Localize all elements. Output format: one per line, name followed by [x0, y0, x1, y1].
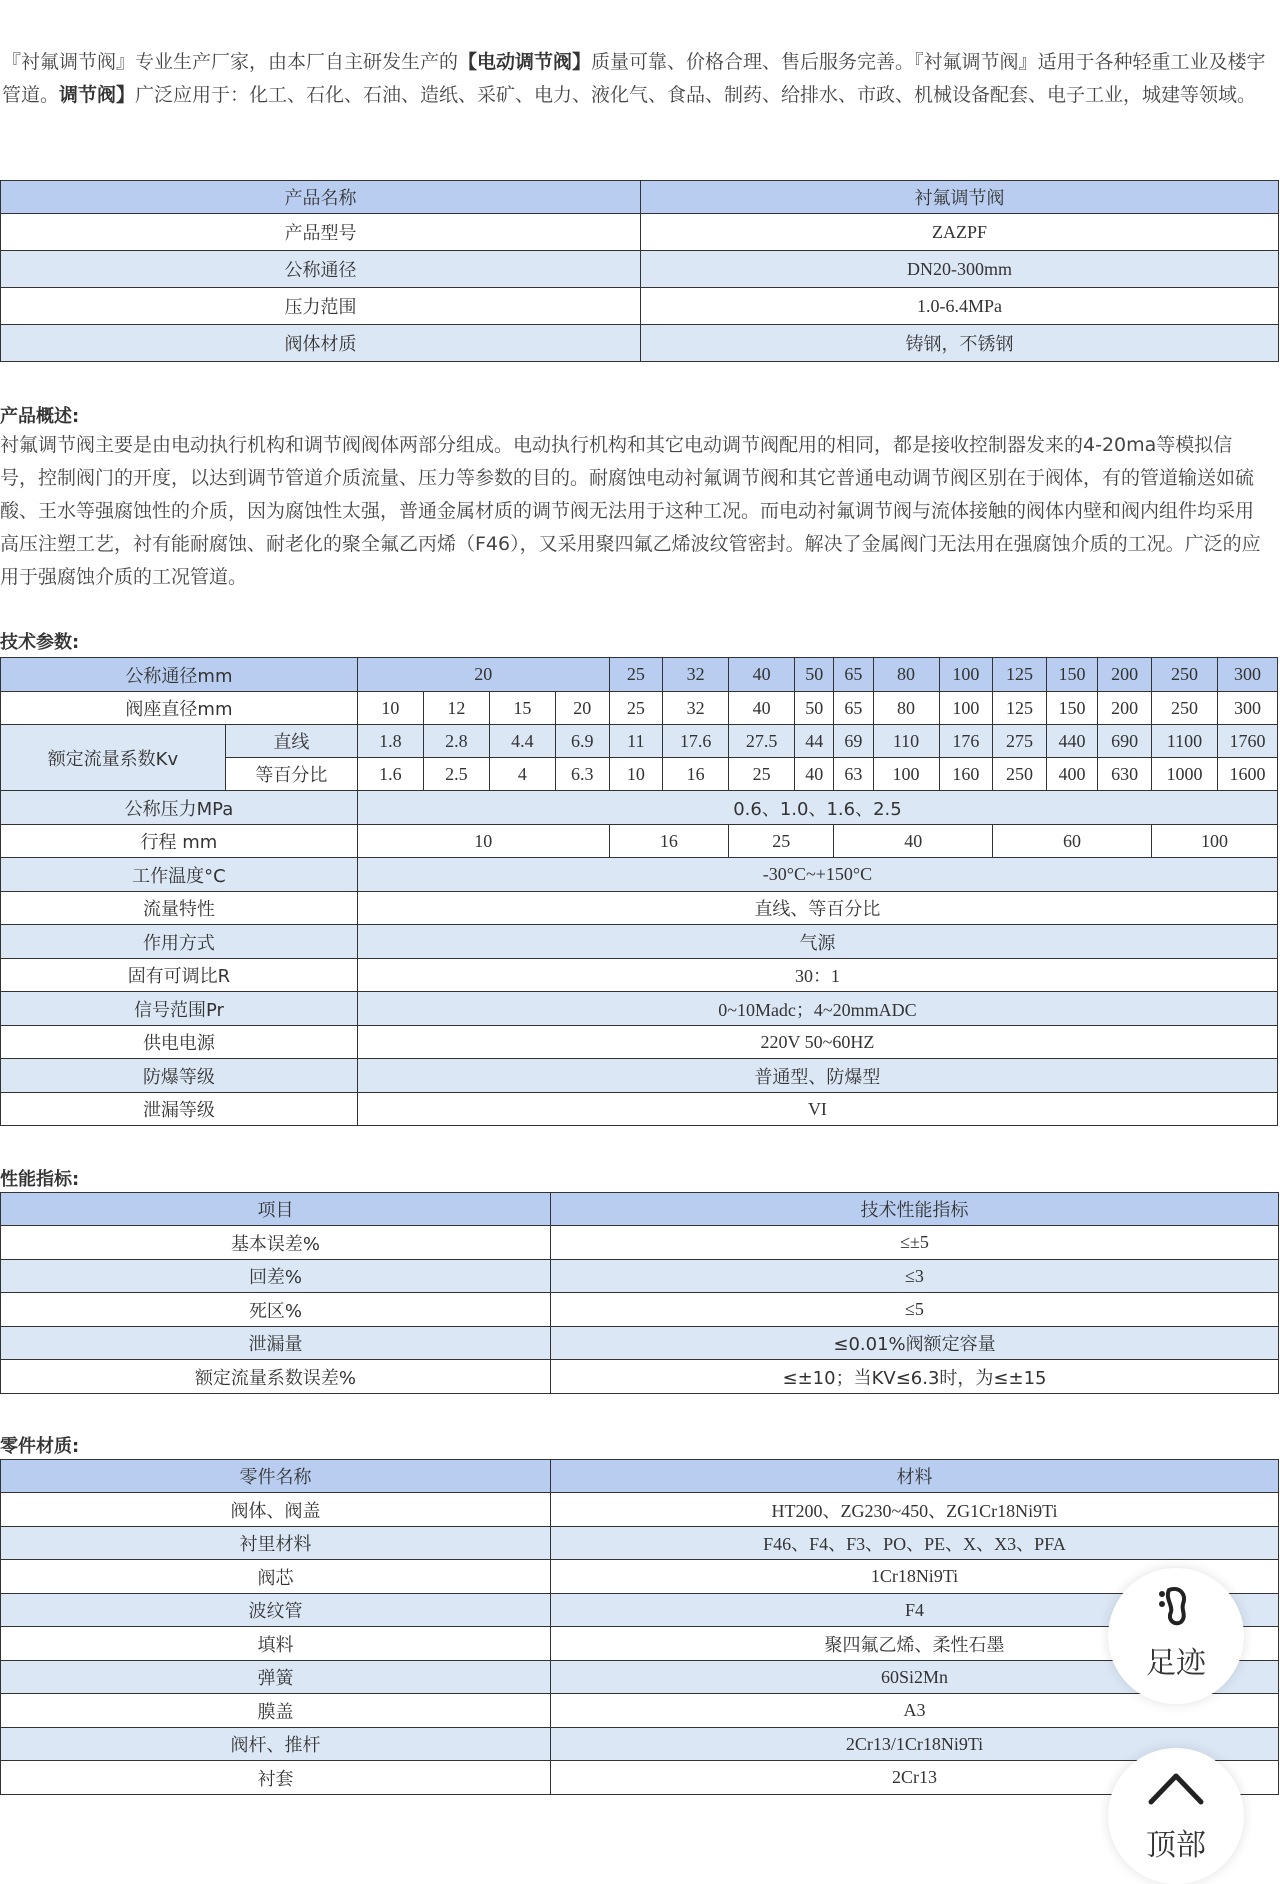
back-to-top-button[interactable] — [1108, 1748, 1244, 1884]
dn-cell: 150 — [1046, 658, 1098, 692]
kv-cell: 250 — [993, 758, 1047, 791]
seat-cell: 300 — [1217, 692, 1277, 725]
kv-cell: 2.5 — [423, 758, 489, 791]
table-row — [1, 214, 1279, 251]
perf-value: ≤±5 — [551, 1226, 1279, 1260]
table-row — [1, 825, 1278, 858]
perf-title: 性能指标: — [0, 1169, 80, 1190]
chevron-up-icon — [1147, 1770, 1205, 1806]
tech-row-label: 供电电源 — [1, 1026, 358, 1059]
seat-cell: 10 — [357, 692, 423, 725]
seat-cell: 65 — [834, 692, 873, 725]
parts-table — [0, 1459, 1279, 1795]
intro-bold-2: 调节阀】 — [59, 84, 136, 106]
table-row — [1, 1260, 1279, 1293]
seat-cell: 80 — [873, 692, 939, 725]
perf-table — [0, 1192, 1279, 1394]
tech-row-value: 0~10Madc；4~20mmADC — [357, 992, 1277, 1026]
intro-paragraph — [0, 46, 1272, 112]
table-row — [1, 1226, 1279, 1260]
kv-cell: 63 — [834, 758, 873, 791]
kv-cell: 160 — [939, 758, 993, 791]
table-row — [1, 251, 1279, 288]
perf-value: ≤3 — [551, 1260, 1279, 1293]
kv-cell: 690 — [1098, 725, 1152, 758]
tech-row-value: 220V 50~60HZ — [357, 1026, 1277, 1059]
part-material: 2Cr13/1Cr18Ni9Ti — [551, 1728, 1279, 1761]
table-row — [1, 1059, 1278, 1093]
product-label: 公称通径 — [1, 251, 641, 288]
product-value: 铸钢，不锈钢 — [641, 325, 1279, 362]
dn-cell: 32 — [663, 658, 729, 692]
seat-cell: 15 — [489, 692, 555, 725]
stroke-label: 行程 mm — [1, 825, 358, 858]
table-row — [1, 1293, 1279, 1327]
dn-cell: 20 — [357, 658, 609, 692]
kv-cell: 25 — [729, 758, 795, 791]
tech-row-value: -30°C~+150°C — [357, 858, 1277, 892]
pressure-value: 0.6、1.0、1.6、2.5 — [357, 791, 1277, 825]
tech-row-label: 流量特性 — [1, 892, 358, 925]
part-material: 60Si2Mn — [551, 1661, 1279, 1694]
dn-cell: 300 — [1217, 658, 1277, 692]
table-row — [1, 959, 1278, 992]
table-row — [1, 325, 1279, 362]
overview-title: 产品概述: — [0, 406, 80, 427]
table-row — [1, 1560, 1279, 1594]
perf-label: 回差% — [1, 1260, 551, 1293]
dn-cell: 125 — [993, 658, 1047, 692]
stroke-cell: 10 — [357, 825, 609, 858]
kv-cell: 4 — [489, 758, 555, 791]
dn-cell: 250 — [1151, 658, 1217, 692]
kv-cell: 6.9 — [555, 725, 609, 758]
part-material: 1Cr18Ni9Ti — [551, 1560, 1279, 1594]
overview-text: 衬氟调节阀主要是由电动执行机构和调节阀阀体两部分组成。电动执行机构和其它电动调节阀配用的相同，都是接收控制器发来的4-20ma等模拟信号，控制阀门的开度，以达到调节管道介质流量、压力等参数的目的。耐腐蚀电动衬氟调节阀和其它普通电动调节阀区别在于阀体，有的管道输送如硫酸、王水等强腐蚀性的介质，因为腐蚀性太强，普通金属材质的调节阀无法用于这种工况。而电动衬氟调节阀与流体接触的阀体内壁和阀内组件均采用高压注塑工艺，衬有能耐腐蚀、耐老化的聚全氟乙丙烯（F46），又采用聚四氟乙烯波纹管密封。解决了金属阀门无法用在强腐蚀介质的工况。广泛的应用于强腐蚀介质的工况管道。 — [0, 434, 1261, 588]
product-label: 产品名称 — [1, 181, 641, 214]
kv-cell: 1100 — [1151, 725, 1217, 758]
kv-cell: 176 — [939, 725, 993, 758]
footprint-button[interactable] — [1108, 1568, 1244, 1704]
table-row — [1, 692, 1278, 725]
perf-col1-header: 项目 — [1, 1193, 551, 1226]
product-value: DN20-300mm — [641, 251, 1279, 288]
seat-cell: 32 — [663, 692, 729, 725]
dn-cell: 25 — [609, 658, 663, 692]
perf-label: 泄漏量 — [1, 1327, 551, 1360]
tech-row-value: 直线、等百分比 — [357, 892, 1277, 925]
parts-col1-header: 零件名称 — [1, 1460, 551, 1493]
kv-label: 额定流量系数Kv — [1, 725, 226, 791]
table-row — [1, 1360, 1279, 1394]
table-row — [1, 1661, 1279, 1694]
seat-cell: 20 — [555, 692, 609, 725]
footprint-icon — [1153, 1582, 1199, 1628]
tech-row-label: 信号范围Pr — [1, 992, 358, 1026]
seat-cell: 40 — [729, 692, 795, 725]
table-row — [1, 1761, 1279, 1795]
table-row — [1, 658, 1278, 692]
seat-cell: 100 — [939, 692, 993, 725]
table-row — [1, 1493, 1279, 1527]
table-row — [1, 1193, 1279, 1226]
kv-cell: 16 — [663, 758, 729, 791]
dn-cell: 65 — [834, 658, 873, 692]
table-row — [1, 1327, 1279, 1360]
seat-cell: 25 — [609, 692, 663, 725]
dn-cell: 40 — [729, 658, 795, 692]
kv-cell: 1600 — [1217, 758, 1277, 791]
tech-row-value: 普通型、防爆型 — [357, 1059, 1277, 1093]
perf-label: 额定流量系数误差% — [1, 1360, 551, 1394]
perf-label: 基本误差% — [1, 1226, 551, 1260]
pressure-label: 公称压力MPa — [1, 791, 358, 825]
part-name: 填料 — [1, 1627, 551, 1661]
part-name: 阀芯 — [1, 1560, 551, 1594]
parts-col2-header: 材料 — [551, 1460, 1279, 1493]
product-table — [0, 180, 1279, 362]
table-row — [1, 892, 1278, 925]
perf-value: ≤0.01%阀额定容量 — [551, 1327, 1279, 1360]
stroke-cell: 100 — [1151, 825, 1277, 858]
perf-value: ≤5 — [551, 1293, 1279, 1327]
tech-title: 技术参数: — [0, 632, 80, 653]
part-material: 2Cr13 — [551, 1761, 1279, 1795]
part-name: 波纹管 — [1, 1594, 551, 1627]
kv-cell: 69 — [834, 725, 873, 758]
seat-cell: 250 — [1151, 692, 1217, 725]
kv-cell: 40 — [795, 758, 834, 791]
kv-cell: 440 — [1046, 725, 1098, 758]
tech-row-value: 30：1 — [357, 959, 1277, 992]
part-name: 衬套 — [1, 1761, 551, 1795]
intro-text-2: 质量可靠、价格合理、售后服务完善。『衬氟调节阀』适用于各种轻重工业及楼宇管道。 — [2, 51, 1266, 106]
kv-eq-label: 等百分比 — [225, 758, 357, 791]
kv-cell: 1.8 — [357, 725, 423, 758]
table-row — [1, 725, 1278, 758]
perf-label: 死区% — [1, 1293, 551, 1327]
part-name: 阀体、阀盖 — [1, 1493, 551, 1527]
seat-cell: 12 — [423, 692, 489, 725]
footprint-label: 足迹 — [1146, 1646, 1206, 1681]
tech-row-label: 工作温度°C — [1, 858, 358, 892]
kv-cell: 1000 — [1151, 758, 1217, 791]
part-material: F4 — [551, 1594, 1279, 1627]
seat-cell: 50 — [795, 692, 834, 725]
table-row — [1, 1093, 1278, 1126]
stroke-cell: 40 — [834, 825, 993, 858]
product-value: 衬氟调节阀 — [641, 181, 1279, 214]
table-row — [1, 288, 1279, 325]
stroke-cell: 16 — [609, 825, 729, 858]
tech-row-label: 泄漏等级 — [1, 1093, 358, 1126]
kv-cell: 44 — [795, 725, 834, 758]
product-label: 压力范围 — [1, 288, 641, 325]
kv-cell: 110 — [873, 725, 939, 758]
seat-cell: 150 — [1046, 692, 1098, 725]
part-name: 衬里材料 — [1, 1527, 551, 1560]
table-row — [1, 1594, 1279, 1627]
intro-text-3: 广泛应用于：化工、石化、石油、造纸、采矿、电力、液化气、食品、制药、给排水、市政、机械设备配套、电子工业，城建等领域。 — [135, 84, 1257, 106]
seat-cell: 125 — [993, 692, 1047, 725]
top-label: 顶部 — [1146, 1828, 1206, 1863]
table-row — [1, 1527, 1279, 1560]
table-row — [1, 992, 1278, 1026]
perf-col2-header: 技术性能指标 — [551, 1193, 1279, 1226]
seat-cell: 200 — [1098, 692, 1152, 725]
kv-cell: 17.6 — [663, 725, 729, 758]
tech-row-label: 作用方式 — [1, 925, 358, 959]
part-name: 弹簧 — [1, 1661, 551, 1694]
dn-cell: 100 — [939, 658, 993, 692]
kv-cell: 2.8 — [423, 725, 489, 758]
perf-value: ≤±10；当KV≤6.3时，为≤±15 — [551, 1360, 1279, 1394]
stroke-cell: 25 — [729, 825, 834, 858]
product-label: 阀体材质 — [1, 325, 641, 362]
table-row — [1, 791, 1278, 825]
part-name: 阀杆、推杆 — [1, 1728, 551, 1761]
table-row — [1, 181, 1279, 214]
tech-row-value: 气源 — [357, 925, 1277, 959]
intro-text-1: 『衬氟调节阀』专业生产厂家，由本厂自主研发生产的 — [2, 51, 459, 73]
intro-bold-1: 【电动调节阀】 — [458, 51, 592, 73]
kv-linear-label: 直线 — [225, 725, 357, 758]
part-name: 膜盖 — [1, 1694, 551, 1728]
kv-cell: 27.5 — [729, 725, 795, 758]
tech-row-label: 固有可调比R — [1, 959, 358, 992]
table-row — [1, 1694, 1279, 1728]
table-row — [1, 1728, 1279, 1761]
product-value: ZAZPF — [641, 214, 1279, 251]
part-material: HT200、ZG230~450、ZG1Cr18Ni9Ti — [551, 1493, 1279, 1527]
product-label: 产品型号 — [1, 214, 641, 251]
dn-cell: 200 — [1098, 658, 1152, 692]
kv-cell: 1.6 — [357, 758, 423, 791]
part-material: 聚四氟乙烯、柔性石墨 — [551, 1627, 1279, 1661]
tech-row-value: VI — [357, 1093, 1277, 1126]
part-material: A3 — [551, 1694, 1279, 1728]
kv-cell: 275 — [993, 725, 1047, 758]
dn-cell: 50 — [795, 658, 834, 692]
kv-cell: 4.4 — [489, 725, 555, 758]
kv-cell: 1760 — [1217, 725, 1277, 758]
part-material: F46、F4、F3、PO、PE、X、X3、PFA — [551, 1527, 1279, 1560]
kv-cell: 6.3 — [555, 758, 609, 791]
table-row — [1, 858, 1278, 892]
tech-table — [0, 657, 1278, 1126]
table-row — [1, 1026, 1278, 1059]
table-row — [1, 925, 1278, 959]
kv-cell: 630 — [1098, 758, 1152, 791]
seat-label: 阀座直径mm — [1, 692, 358, 725]
parts-title: 零件材质: — [0, 1436, 80, 1457]
dn-label: 公称通径mm — [1, 658, 358, 692]
stroke-cell: 60 — [993, 825, 1152, 858]
kv-cell: 10 — [609, 758, 663, 791]
table-row — [1, 1460, 1279, 1493]
kv-cell: 11 — [609, 725, 663, 758]
tech-row-label: 防爆等级 — [1, 1059, 358, 1093]
product-value: 1.0-6.4MPa — [641, 288, 1279, 325]
kv-cell: 400 — [1046, 758, 1098, 791]
kv-cell: 100 — [873, 758, 939, 791]
table-row — [1, 1627, 1279, 1661]
dn-cell: 80 — [873, 658, 939, 692]
